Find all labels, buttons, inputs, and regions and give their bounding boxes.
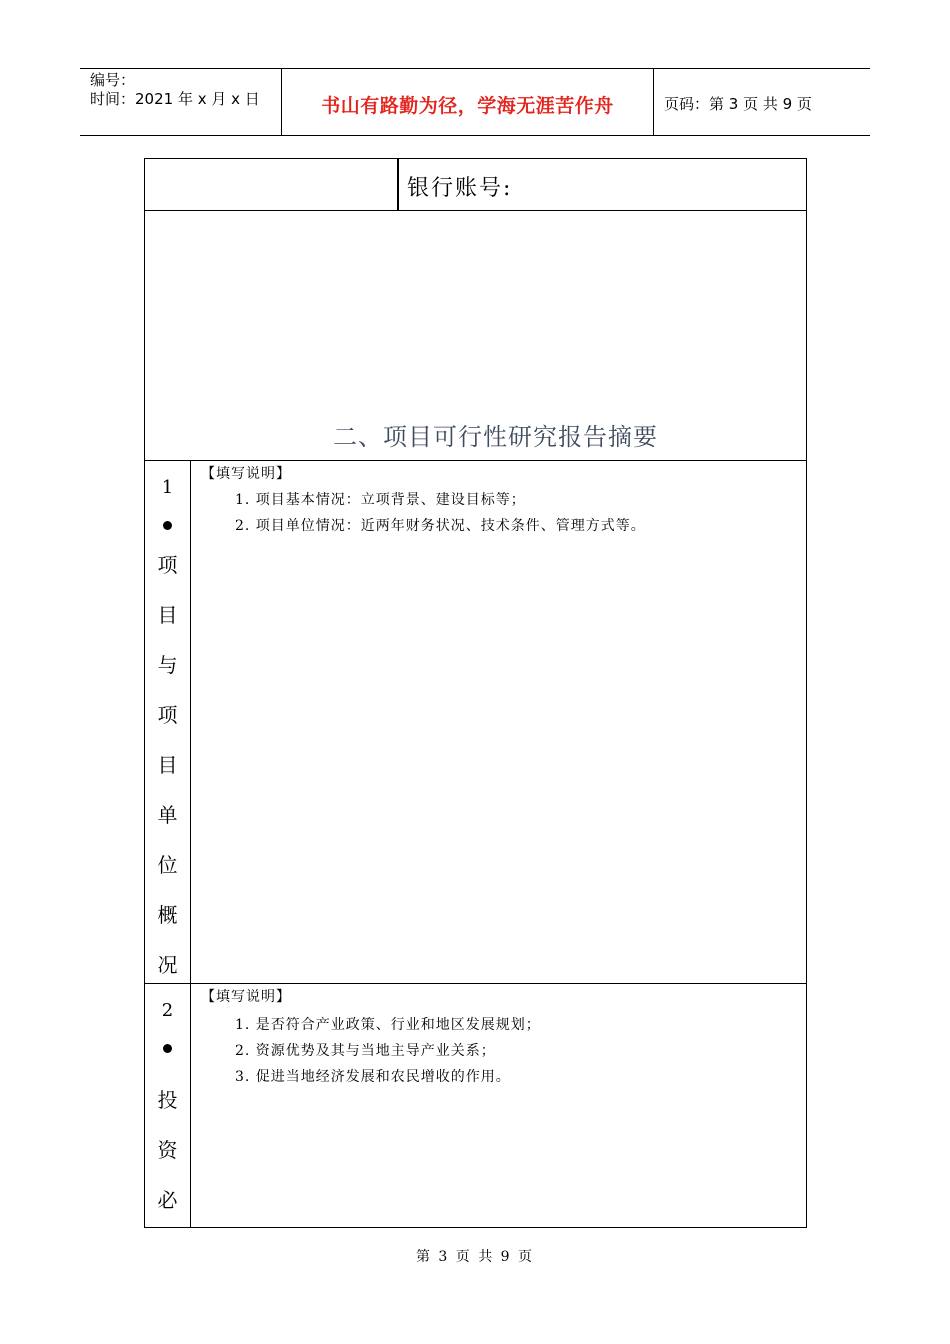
section-label-char: 必 bbox=[157, 1188, 178, 1212]
instructions-heading: 【填写说明】 bbox=[201, 466, 291, 482]
section-number: 2 bbox=[161, 1000, 174, 1021]
section-content-area[interactable] bbox=[191, 984, 806, 1227]
header-motto: 书山有路勤为径，学海无涯苦作舟 bbox=[321, 95, 614, 117]
section-title-row[interactable] bbox=[145, 211, 806, 461]
bank-account-row bbox=[145, 159, 806, 211]
column-divider bbox=[397, 159, 399, 210]
instruction-item: 2. 资源优势及其与当地主导产业关系； bbox=[235, 1043, 496, 1059]
section-label-char: 资 bbox=[157, 1138, 178, 1162]
page-footer: 第 3 页 共 9 页 bbox=[415, 1249, 535, 1265]
header-meta bbox=[80, 69, 282, 135]
section-label-char: 项 bbox=[157, 703, 178, 727]
section-label bbox=[145, 984, 191, 1227]
section-label-char: 况 bbox=[157, 953, 178, 977]
instruction-item: 1. 是否符合产业政策、行业和地区发展规划； bbox=[235, 1017, 541, 1033]
section-label-char: 概 bbox=[157, 903, 178, 927]
document-date: 时间：2021 年 x 月 x 日 bbox=[90, 90, 260, 108]
header-page-code: 页码：第 3 页 共 9 页 bbox=[664, 95, 812, 113]
document-number-label: 编号： bbox=[90, 71, 136, 89]
application-form-table bbox=[144, 158, 807, 1228]
instruction-item: 3. 促进当地经济发展和农民增收的作用。 bbox=[235, 1069, 511, 1085]
section-title: 二、项目可行性研究报告摘要 bbox=[333, 423, 658, 451]
section-label-char: 目 bbox=[157, 603, 178, 627]
instruction-item: 1. 项目基本情况：立项背景、建设目标等； bbox=[235, 492, 526, 508]
section-label-char: 位 bbox=[157, 853, 178, 877]
section-label-char: 与 bbox=[157, 653, 178, 677]
header-motto-cell bbox=[282, 69, 654, 135]
section-label-char: 项 bbox=[157, 553, 178, 577]
section-label-char: 投 bbox=[157, 1088, 178, 1112]
instructions-heading: 【填写说明】 bbox=[201, 989, 291, 1005]
bank-account-label: 银行账号: bbox=[407, 176, 513, 201]
section-content-area[interactable] bbox=[191, 461, 806, 983]
section-label bbox=[145, 461, 191, 983]
section-investment-necessity bbox=[145, 984, 806, 1227]
section-label-char: 目 bbox=[157, 753, 178, 777]
section-label-char: 单 bbox=[157, 803, 178, 827]
section-project-overview bbox=[145, 461, 806, 984]
section-number: 1 bbox=[161, 477, 174, 498]
bullet-dot-icon bbox=[163, 521, 172, 530]
header-page-cell bbox=[654, 69, 870, 135]
bullet-dot-icon bbox=[163, 1044, 172, 1053]
instruction-item: 2. 项目单位情况：近两年财务状况、技术条件、管理方式等。 bbox=[235, 518, 646, 534]
page-header bbox=[80, 68, 870, 136]
